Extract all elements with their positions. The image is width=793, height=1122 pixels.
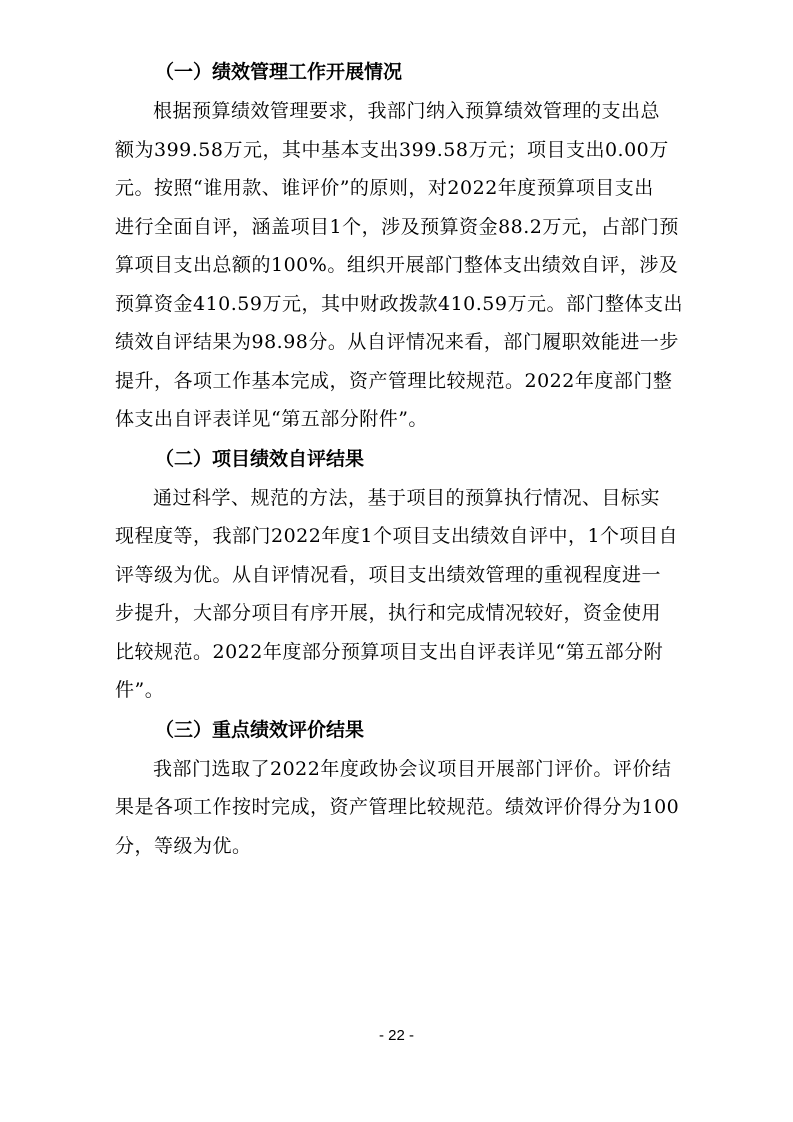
section-heading-project-self-evaluation: （二）项目绩效自评结果: [155, 447, 365, 470]
paragraph-line: 件”。: [115, 679, 165, 701]
paragraph-line: 额为399.58万元，其中基本支出399.58万元；项目支出0.00万: [115, 138, 669, 161]
paragraph-line: 算项目支出总额的100%。组织开展部门整体支出绩效自评，涉及: [115, 254, 679, 276]
paragraph-line: 提升，各项工作基本完成，资产管理比较规范。2022年度部门整: [115, 369, 673, 392]
paragraph-line: 现程度等，我部门2022年度1个项目支出绩效自评中，1个项目自: [115, 525, 679, 547]
page-content: [115, 52, 690, 865]
paragraph-line: 绩效自评结果为98.98分。从自评情况来看，部门履职效能进一步: [115, 331, 679, 353]
paragraph-line: 体支出自评表详见“第五部分附件”。: [115, 408, 428, 430]
paragraph-line: 评等级为优。从自评情况看，项目支出绩效管理的重视程度进一: [115, 563, 662, 586]
section-paragraph-project-self-evaluation: [115, 479, 690, 710]
paragraph-line: 步提升，大部分项目有序开展，执行和完成情况较好，资金使用: [115, 602, 662, 624]
paragraph-line: 果是各项工作按时完成，资产管理比较规范。绩效评价得分为100: [115, 796, 680, 818]
page-number: - 22 -: [378, 1027, 414, 1044]
section-paragraph-key-evaluation: [115, 750, 690, 866]
paragraph-line: 预算资金410.59万元，其中财政拨款410.59万元。部门整体支出: [115, 292, 683, 315]
paragraph-line: 分，等级为优。: [115, 834, 252, 857]
paragraph-line: 进行全面自评，涵盖项目1个，涉及预算资金88.2万元，占部门预: [115, 215, 679, 238]
section-heading-key-evaluation: （三）重点绩效评价结果: [155, 718, 365, 741]
paragraph-line: 比较规范。2022年度部分预算项目支出自评表详见“第五部分附: [115, 640, 664, 663]
section-heading-performance-management: （一）绩效管理工作开展情况: [155, 61, 403, 83]
paragraph-line: 根据预算绩效管理要求，我部门纳入预算绩效管理的支出总: [153, 100, 661, 122]
paragraph-line: 通过科学、规范的方法，基于项目的预算执行情况、目标实: [153, 486, 661, 509]
paragraph-line: 我部门选取了2022年度政协会议项目开展部门评价。评价结: [153, 757, 672, 780]
paragraph-line: 元。按照“谁用款、谁评价”的原则，对2022年度预算项目支出: [115, 177, 654, 199]
section-paragraph-performance-management: [115, 92, 690, 439]
